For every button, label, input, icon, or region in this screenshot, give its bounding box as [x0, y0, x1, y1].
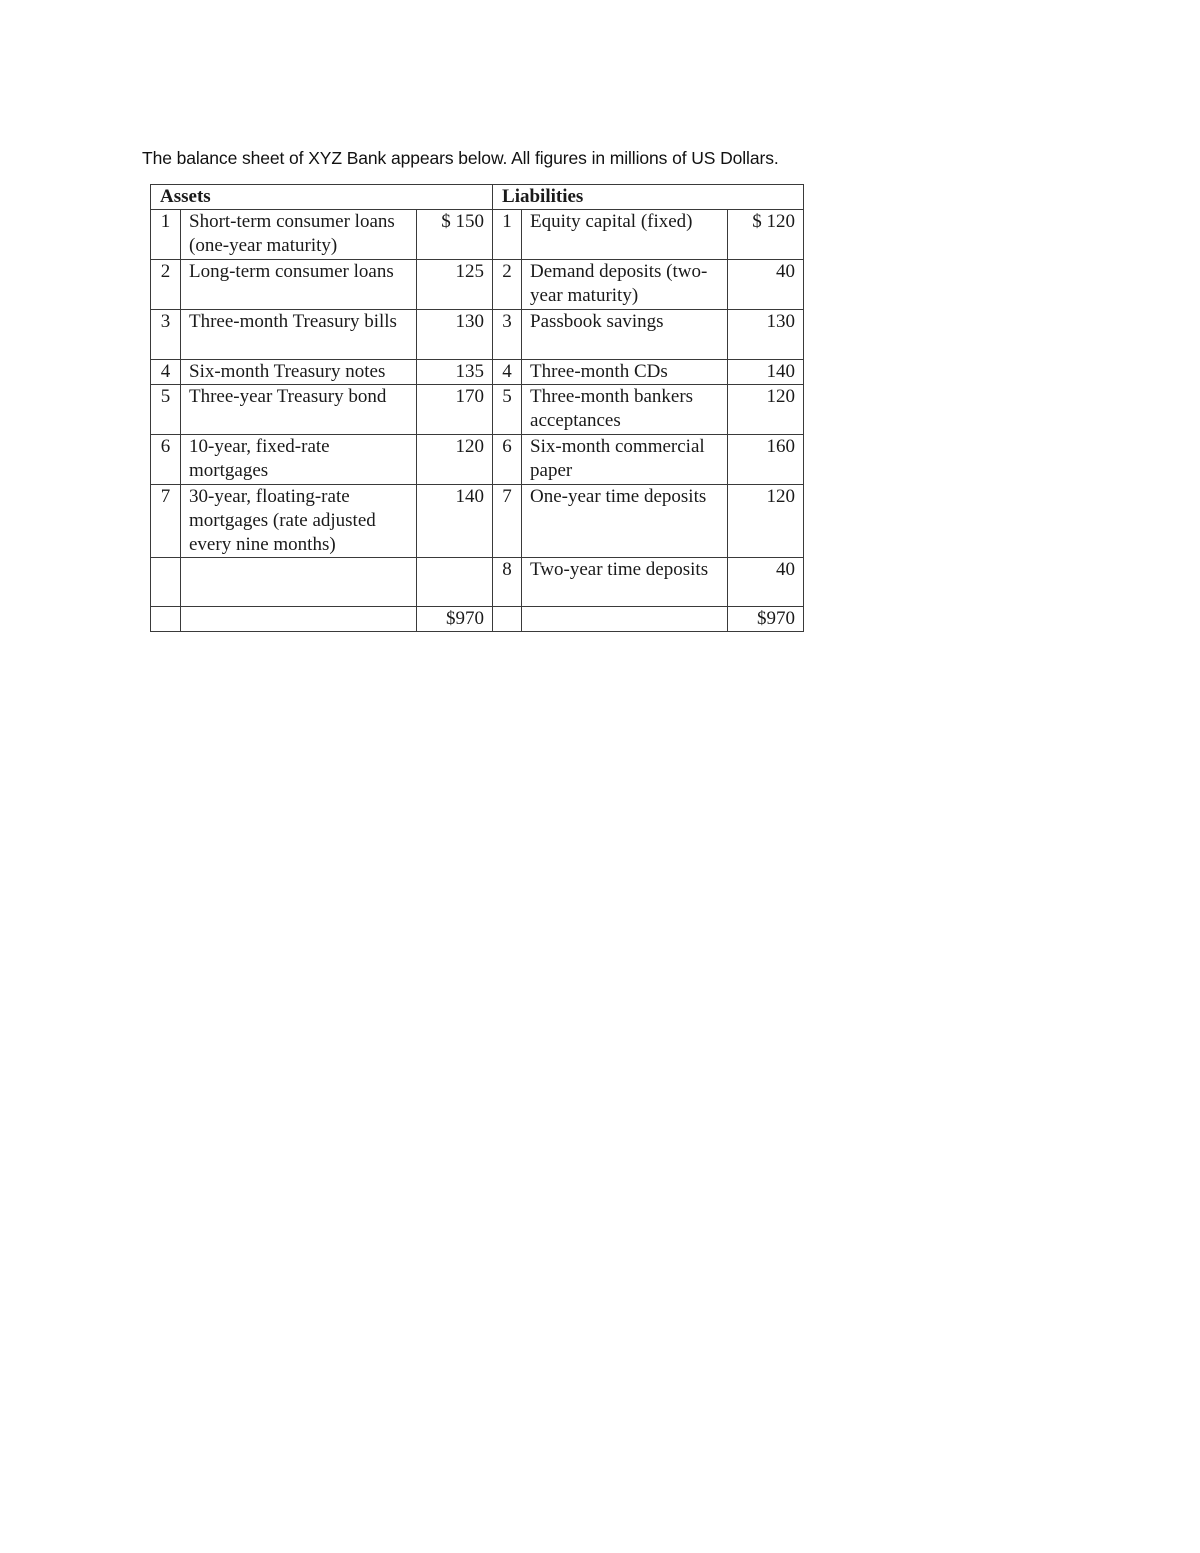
empty-cell [151, 607, 181, 632]
asset-amount: 125 [417, 260, 493, 310]
table-row [151, 558, 804, 607]
liability-amount: 160 [728, 435, 804, 485]
asset-description: 10-year, fixed-rate mortgages [181, 435, 417, 485]
liability-number: 3 [493, 310, 522, 360]
asset-amount [417, 558, 493, 607]
empty-cell [522, 607, 728, 632]
asset-amount: 120 [417, 435, 493, 485]
liability-number: 5 [493, 385, 522, 435]
liability-number: 4 [493, 360, 522, 385]
asset-description: Short-term consumer loans (one-year maturity) [181, 210, 417, 260]
table-row [151, 210, 804, 260]
asset-description: 30-year, floating-rate mortgages (rate adjusted every nine months) [181, 485, 417, 558]
table-row [151, 435, 804, 485]
liability-amount: 40 [728, 260, 804, 310]
liability-description: Equity capital (fixed) [522, 210, 728, 260]
liability-amount: 40 [728, 558, 804, 607]
intro-text: The balance sheet of XYZ Bank appears below. All figures in millions of US Dollars. [142, 148, 779, 168]
asset-number: 5 [151, 385, 181, 435]
asset-description: Three-year Treasury bond [181, 385, 417, 435]
asset-description [181, 558, 417, 607]
liability-amount: 130 [728, 310, 804, 360]
totals-row [151, 607, 804, 632]
asset-description: Three-month Treasury bills [181, 310, 417, 360]
asset-number: 7 [151, 485, 181, 558]
asset-number: 3 [151, 310, 181, 360]
liability-amount: $ 120 [728, 210, 804, 260]
asset-description: Six-month Treasury notes [181, 360, 417, 385]
asset-number: 2 [151, 260, 181, 310]
asset-amount: 130 [417, 310, 493, 360]
assets-total: $970 [417, 607, 493, 632]
liabilities-total: $970 [728, 607, 804, 632]
liability-description: One-year time deposits [522, 485, 728, 558]
liability-number: 1 [493, 210, 522, 260]
liability-amount: 120 [728, 485, 804, 558]
liability-description: Six-month commercial paper [522, 435, 728, 485]
empty-cell [493, 607, 522, 632]
asset-amount: 135 [417, 360, 493, 385]
liability-description: Three-month bankers acceptances [522, 385, 728, 435]
liabilities-header: Liabilities [493, 185, 804, 210]
table-row [151, 260, 804, 310]
asset-number [151, 558, 181, 607]
liability-description: Two-year time deposits [522, 558, 728, 607]
liability-number: 2 [493, 260, 522, 310]
asset-amount: 170 [417, 385, 493, 435]
empty-cell [181, 607, 417, 632]
asset-number: 6 [151, 435, 181, 485]
asset-number: 1 [151, 210, 181, 260]
asset-number: 4 [151, 360, 181, 385]
liability-number: 7 [493, 485, 522, 558]
table-row [151, 485, 804, 558]
assets-header: Assets [151, 185, 493, 210]
table-row [151, 360, 804, 385]
table-row [151, 385, 804, 435]
table-row [151, 310, 804, 360]
asset-amount: $ 150 [417, 210, 493, 260]
liability-description: Passbook savings [522, 310, 728, 360]
liability-description: Three-month CDs [522, 360, 728, 385]
balance-sheet-table [150, 184, 804, 632]
table-header-row [151, 185, 804, 210]
liability-number: 6 [493, 435, 522, 485]
asset-description: Long-term consumer loans [181, 260, 417, 310]
liability-description: Demand deposits (two-year maturity) [522, 260, 728, 310]
liability-amount: 140 [728, 360, 804, 385]
asset-amount: 140 [417, 485, 493, 558]
liability-number: 8 [493, 558, 522, 607]
liability-amount: 120 [728, 385, 804, 435]
